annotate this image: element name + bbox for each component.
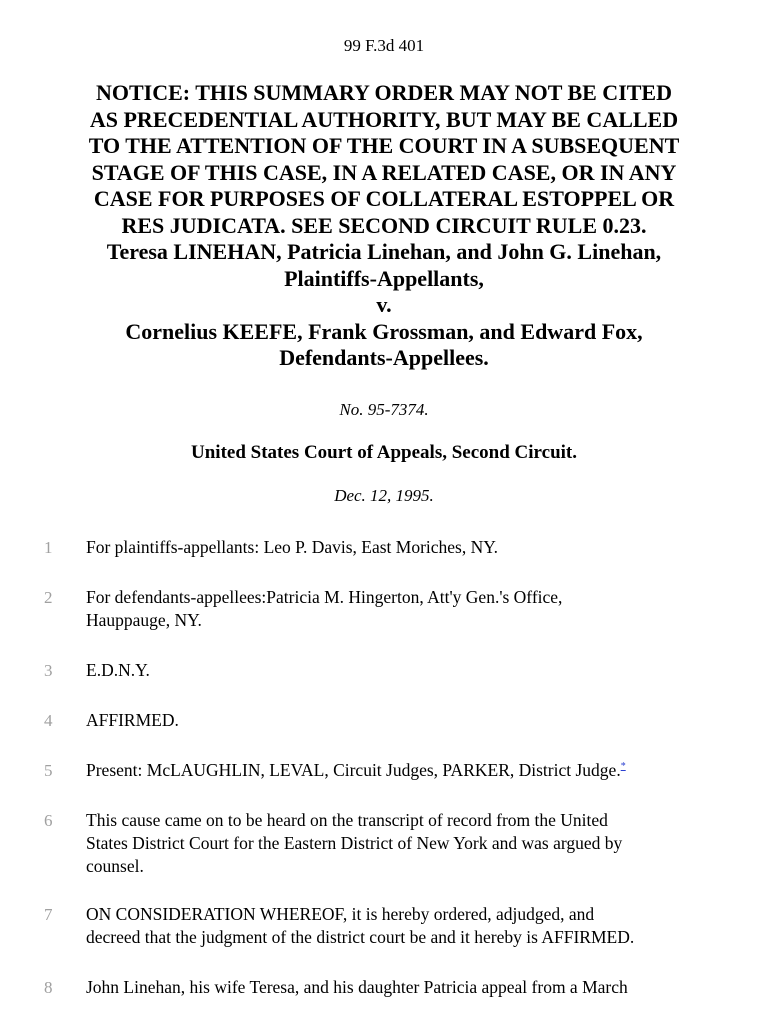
paragraph-number: 5 xyxy=(44,761,53,780)
paragraph-line: ON CONSIDERATION WHEREOF, it is hereby ordered, adjudged, and xyxy=(86,904,595,924)
notice-line: STAGE OF THIS CASE, IN A RELATED CASE, OR IN ANY xyxy=(91,159,677,185)
paragraph-text xyxy=(86,586,726,632)
notice-line: CASE FOR PURPOSES OF COLLATERAL ESTOPPEL OR xyxy=(93,186,675,211)
paragraph-text xyxy=(86,709,726,732)
paragraph-line: For defendants-appellees:Patricia M. Hingerton, Att'y Gen.'s Office, xyxy=(86,587,563,607)
paragraph-number: 3 xyxy=(44,661,53,680)
footnote-link[interactable]: * xyxy=(620,761,626,773)
paragraph-number: 7 xyxy=(44,905,53,924)
paragraph-line: This cause came on to be heard on the transcript of record from the United xyxy=(86,810,608,830)
notice-line: RES JUDICATA. SEE SECOND CIRCUIT RULE 0.23. xyxy=(121,212,647,238)
paragraph-line: counsel. xyxy=(86,856,144,876)
plaintiffs-names: Teresa LINEHAN, Patricia Linehan, and John G. Linehan, xyxy=(106,239,662,264)
docket-number: No. 95-7374. xyxy=(339,400,429,419)
paragraph-line: E.D.N.Y. xyxy=(86,660,150,680)
paragraph-text xyxy=(86,759,726,782)
paragraph-line-text: Present: McLAUGHLIN, LEVAL, Circuit Judges, PARKER, District Judge. xyxy=(86,760,621,780)
paragraph-text xyxy=(86,809,726,878)
paragraph-text xyxy=(86,536,726,559)
paragraph-number: 2 xyxy=(44,588,53,607)
citation: 99 F.3d 401 xyxy=(343,36,425,55)
defendants-role: Defendants-Appellees. xyxy=(279,345,489,370)
paragraph-number: 8 xyxy=(44,978,53,997)
paragraph-number: 1 xyxy=(44,538,53,557)
paragraph-text xyxy=(86,903,726,949)
paragraph-number: 4 xyxy=(44,711,53,730)
notice-line: NOTICE: THIS SUMMARY ORDER MAY NOT BE CITED xyxy=(96,80,672,105)
paragraph-line: Hauppauge, NY. xyxy=(86,610,202,630)
paragraph-number: 6 xyxy=(44,811,53,830)
paragraph-text xyxy=(86,976,726,999)
paragraph-line: John Linehan, his wife Teresa, and his daughter Patricia appeal from a March xyxy=(86,977,628,997)
notice-line: TO THE ATTENTION OF THE COURT IN A SUBSEQUENT xyxy=(88,133,680,158)
paragraph-line: decreed that the judgment of the district court be and it hereby is AFFIRMED. xyxy=(86,927,635,947)
paragraph-line: For plaintiffs-appellants: Leo P. Davis, East Moriches, NY. xyxy=(86,537,499,557)
decision-date: Dec. 12, 1995. xyxy=(334,486,434,505)
defendants-names: Cornelius KEEFE, Frank Grossman, and Edward Fox, xyxy=(125,318,643,344)
plaintiffs-role: Plaintiffs-Appellants, xyxy=(284,265,484,291)
notice-line: AS PRECEDENTIAL AUTHORITY, BUT MAY BE CALLED xyxy=(89,106,679,132)
paragraph-text xyxy=(86,659,726,682)
case-heading xyxy=(30,80,738,372)
court-name: United States Court of Appeals, Second Circuit. xyxy=(191,442,577,463)
paragraph-line xyxy=(86,759,726,782)
paragraph-line: AFFIRMED. xyxy=(86,710,179,730)
versus: v. xyxy=(376,292,392,317)
paragraph-line: States District Court for the Eastern District of New York and was argued by xyxy=(86,833,623,853)
